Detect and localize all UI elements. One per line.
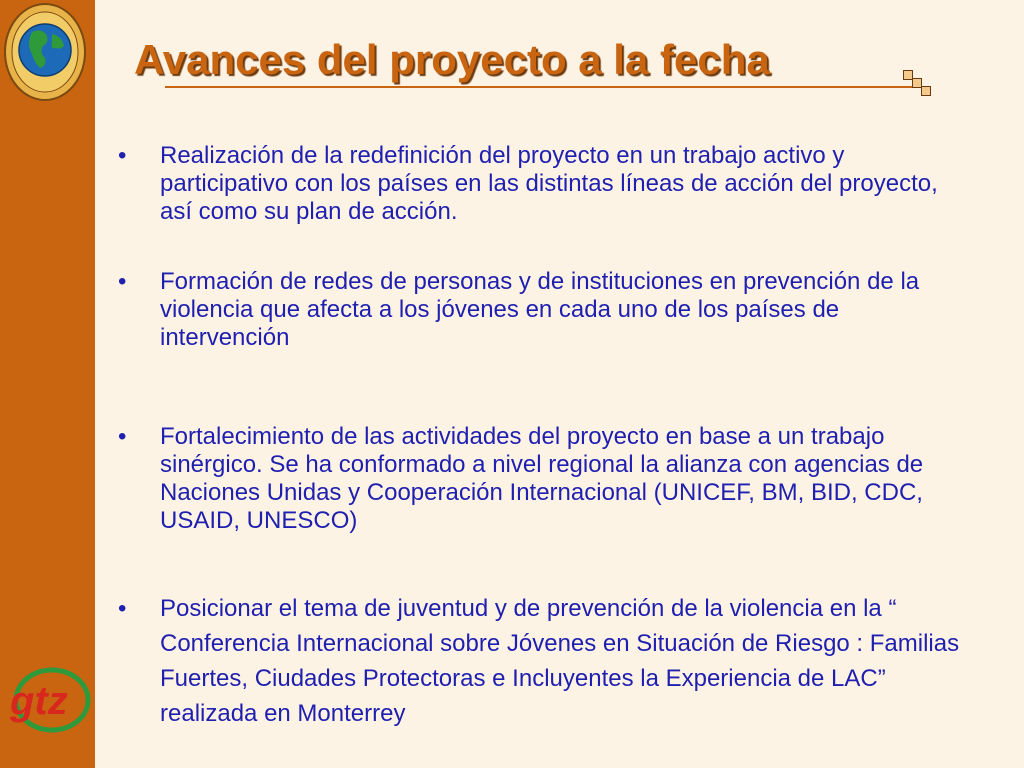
bullet-text: Fortalecimiento de las actividades del proyecto en base a un trabajo sinérgico. Se ha conformado a nivel regional la alianza con agencias de Naciones Unidas y Cooperación Internacional (UNICEF, BM, BID, CDC, USAID, UNESCO) — [160, 423, 924, 534]
slide-title: Avances del proyecto a la fecha — [134, 36, 770, 83]
gtz-logo-icon — [2, 662, 92, 738]
bullet-text: Realización de la redefinición del proyecto en un trabajo activo y participativo con los países en las distintas líneas de acción del proyecto, así como su plan de acción. — [160, 142, 938, 225]
decor-square-3 — [921, 86, 931, 96]
bullet-item-1 — [118, 142, 968, 226]
bullet-icon: • — [118, 595, 127, 622]
gtz-logo-text: gtz — [10, 679, 68, 723]
left-sidebar-band — [0, 0, 95, 768]
bullet-text: Posicionar el tema de juventud y de prevención de la violencia en la “ Conferencia Internacional sobre Jóvenes en Situación de Riesgo : Familias Fuertes, Ciudades Protectoras e Incluyentes la Experiencia de LAC” realizada en Monterrey — [160, 595, 960, 727]
bullet-icon: • — [118, 268, 127, 295]
bullet-item-4 — [118, 591, 968, 731]
bullet-item-3 — [118, 423, 968, 535]
title-underline — [165, 86, 919, 88]
globe-seal-icon — [4, 2, 86, 102]
bullet-item-2 — [118, 268, 968, 352]
bullet-icon: • — [118, 423, 127, 450]
bullet-text: Formación de redes de personas y de instituciones en prevención de la violencia que afecta a los jóvenes en cada uno de los países de intervención — [160, 268, 920, 351]
bullet-icon: • — [118, 142, 127, 169]
